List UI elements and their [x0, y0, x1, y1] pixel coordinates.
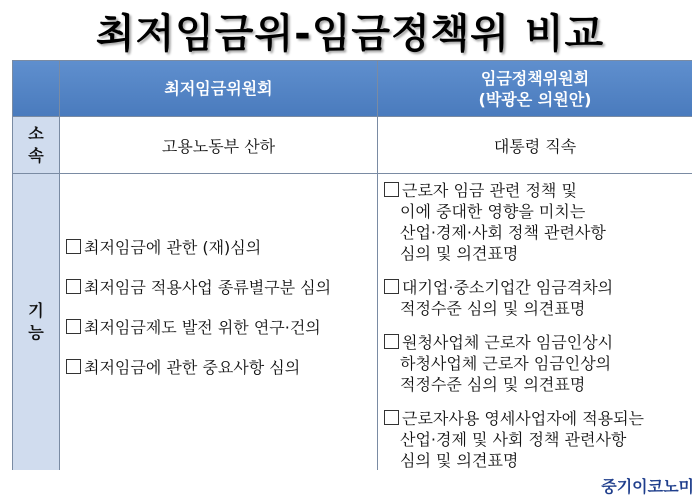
list-item-text: 심의 및 의견표명 — [400, 451, 519, 470]
publisher-logo: 중기이코노미 — [601, 474, 694, 497]
column-header-label: 임금정책위원회 — [480, 68, 590, 88]
checkbox-icon — [66, 279, 81, 294]
function-wage-policy — [378, 174, 692, 470]
affiliation-min-wage — [60, 117, 378, 174]
column-header-min-wage-commission — [60, 61, 378, 117]
column-header-sublabel: (박광온 의원안) — [478, 89, 592, 109]
list-item-text: 근로자사용 영세사업자에 적용되는 — [402, 409, 645, 428]
column-header-wage-policy-commission — [378, 61, 692, 117]
list-item — [66, 358, 377, 378]
list-item — [384, 408, 692, 471]
row-header-char: 소 — [28, 124, 44, 143]
list-item-text: 최저임금제도 발전 위한 연구·건의 — [84, 318, 321, 337]
cell-text: 대통령 직속 — [493, 136, 577, 156]
checkbox-icon — [384, 279, 399, 294]
checkbox-icon — [384, 182, 399, 197]
list-item-text: 최저임금 적용사업 종류별구분 심의 — [84, 278, 332, 297]
row-header-char: 능 — [28, 323, 44, 342]
list-item-text: 대기업·중소기업간 임금격차의 — [402, 278, 614, 297]
checkbox-icon — [66, 319, 81, 334]
list-item-text: 하청사업체 근로자 임금인상의 — [400, 354, 612, 373]
list-item-text: 최저임금에 관한 중요사항 심의 — [84, 358, 301, 377]
list-item-text: 근로자 임금 관련 정책 및 — [402, 181, 577, 200]
checkbox-icon — [384, 410, 399, 425]
page-title: 최저임금위-임금정책위 비교 — [95, 11, 605, 57]
table-corner-cell — [13, 61, 60, 117]
list-item-text: 산업·경제·사회 정책 관련사항 — [400, 223, 606, 242]
row-header-affiliation — [13, 117, 60, 174]
list-item-text: 최저임금에 관한 (재)심의 — [84, 238, 262, 257]
list-item-text: 산업·경제 및 사회 정책 관련사항 — [400, 430, 627, 449]
list-item-text: 심의 및 의견표명 — [400, 244, 519, 263]
list-item — [384, 332, 692, 395]
column-header-label: 최저임금위원회 — [164, 79, 273, 98]
row-header-char: 속 — [28, 146, 44, 165]
list-item — [384, 180, 692, 264]
checkbox-icon — [66, 359, 81, 374]
row-header-function — [13, 174, 60, 470]
list-item — [66, 318, 377, 338]
list-item-text: 적정수준 심의 및 의견표명 — [400, 375, 586, 394]
list-item — [384, 277, 692, 319]
checkbox-icon — [66, 239, 81, 254]
comparison-table — [12, 60, 692, 470]
function-min-wage — [60, 174, 378, 470]
list-item-text: 이에 중대한 영향을 미치는 — [400, 202, 586, 221]
list-item — [66, 278, 377, 298]
checkbox-icon — [384, 334, 399, 349]
list-item — [66, 238, 377, 258]
cell-text: 고용노동부 산하 — [161, 136, 276, 156]
list-item-text: 적정수준 심의 및 의견표명 — [400, 299, 586, 318]
list-item-text: 원청사업체 근로자 임금인상시 — [402, 333, 614, 352]
row-header-char: 기 — [28, 301, 44, 320]
affiliation-wage-policy — [378, 117, 692, 174]
